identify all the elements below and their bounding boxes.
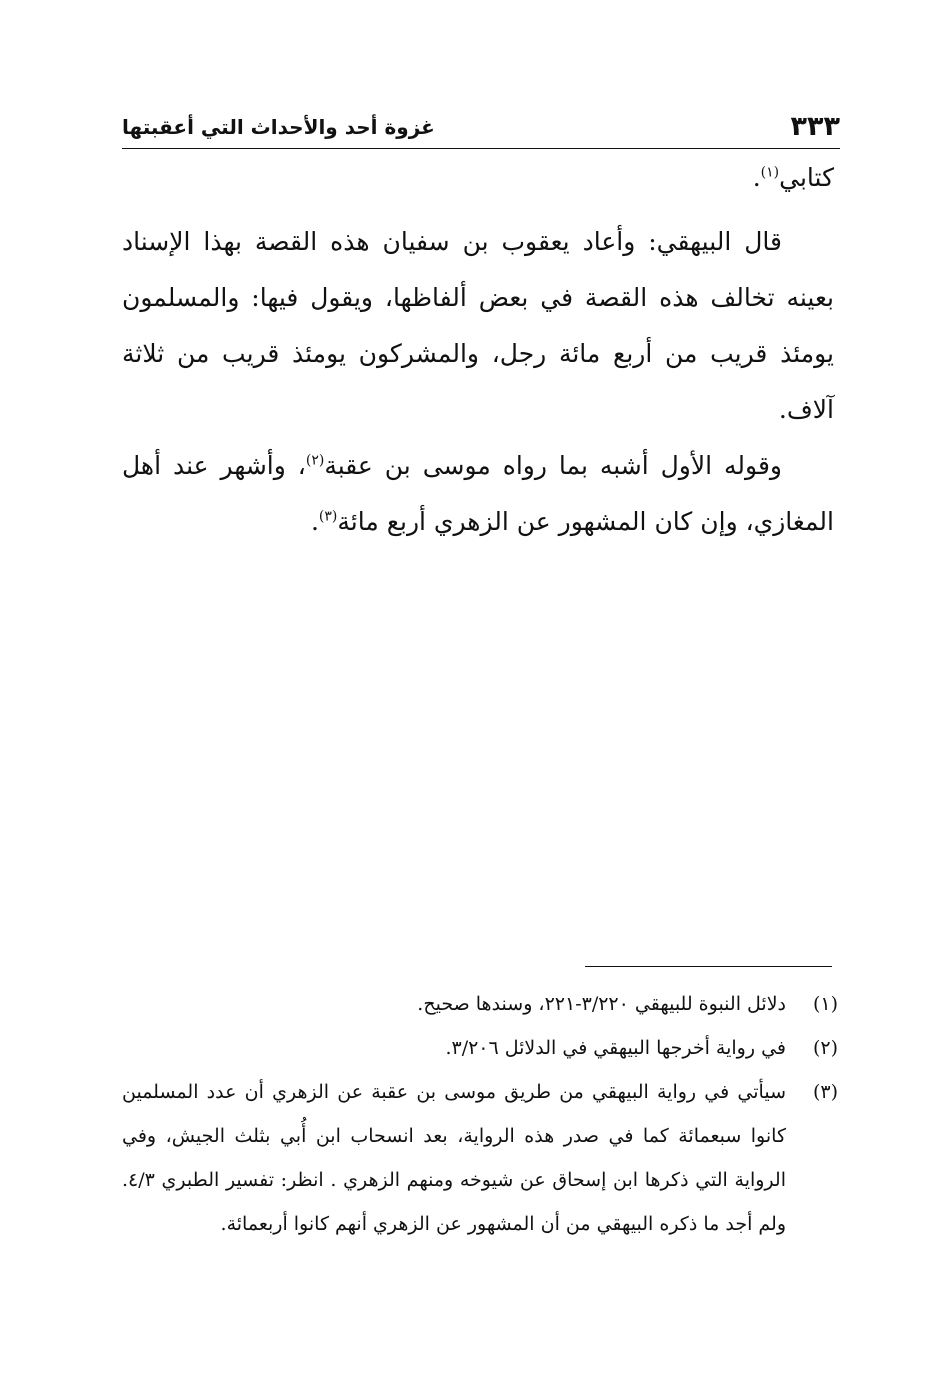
- continuation-line: [122, 150, 834, 206]
- footnote-number: (١): [812, 993, 838, 1015]
- paragraph-1: قال البيهقي: وأعاد يعقوب بن سفيان هذه القصة بهذا الإسناد بعينه تخالف هذه القصة في بعض ألفاظها، ويقول فيها: والمسلمون يومئذ قريب من أربع مائة رجل، والمشركون يومئذ قريب من ثلاثة آلاف.: [122, 227, 835, 424]
- footnote-text: سيأتي في رواية البيهقي من طريق موسى بن عقبة عن الزهري أن عدد المسلمين كانوا سبعمائة كما في صدر هذه الرواية، بعد انسحاب ابن أُبي بثلث الجيش، وفي الرواية التي ذكرها ابن إسحاق عن شيوخه ومنهم الزهري . انظر: تفسير الطبري ٤/٣. ولم أجد ما ذكره البيهقي من أن المشهور عن الزهري أنهم كانوا أربعمائة.: [122, 1081, 786, 1235]
- footnote-3: [122, 1070, 838, 1246]
- footnote-text: في رواية أخرجها البيهقي في الدلائل ٣/٢٠٦.: [445, 1037, 786, 1059]
- footnote-2: [122, 1026, 838, 1070]
- footnote-text: دلائل النبوة للبيهقي ٣/٢٢٠-٢٢١، وسندها صحيح.: [417, 993, 786, 1015]
- footnote-ref-1: (١): [760, 164, 780, 181]
- continuation-end: .: [752, 163, 761, 192]
- page-header: [122, 108, 840, 148]
- footnote-1: [122, 982, 838, 1026]
- continuation-text: كتابي: [779, 163, 834, 192]
- footnote-number: (٢): [812, 1037, 838, 1059]
- paragraph-2-end: .: [310, 507, 319, 536]
- main-text: [122, 150, 834, 550]
- paragraph-2: [122, 438, 834, 550]
- page-number: ٣٣٣: [790, 111, 840, 142]
- footnotes: [122, 982, 838, 1246]
- footnote-number: (٣): [812, 1081, 838, 1103]
- running-title: غزوة أحد والأحداث التي أعقبتها: [122, 115, 435, 139]
- paragraph-2-part-b: ، وأشهر عند أهل المغازي، وإن كان المشهور عن الزهري أربع مائة: [122, 451, 834, 536]
- header-rule: [122, 148, 840, 149]
- footnote-ref-3: (٣): [318, 508, 338, 525]
- footnote-separator: [585, 966, 832, 967]
- paragraph-2-part-a: وقوله الأول أشبه بما رواه موسى بن عقبة: [324, 451, 782, 480]
- footnote-ref-2: (٢): [305, 452, 325, 469]
